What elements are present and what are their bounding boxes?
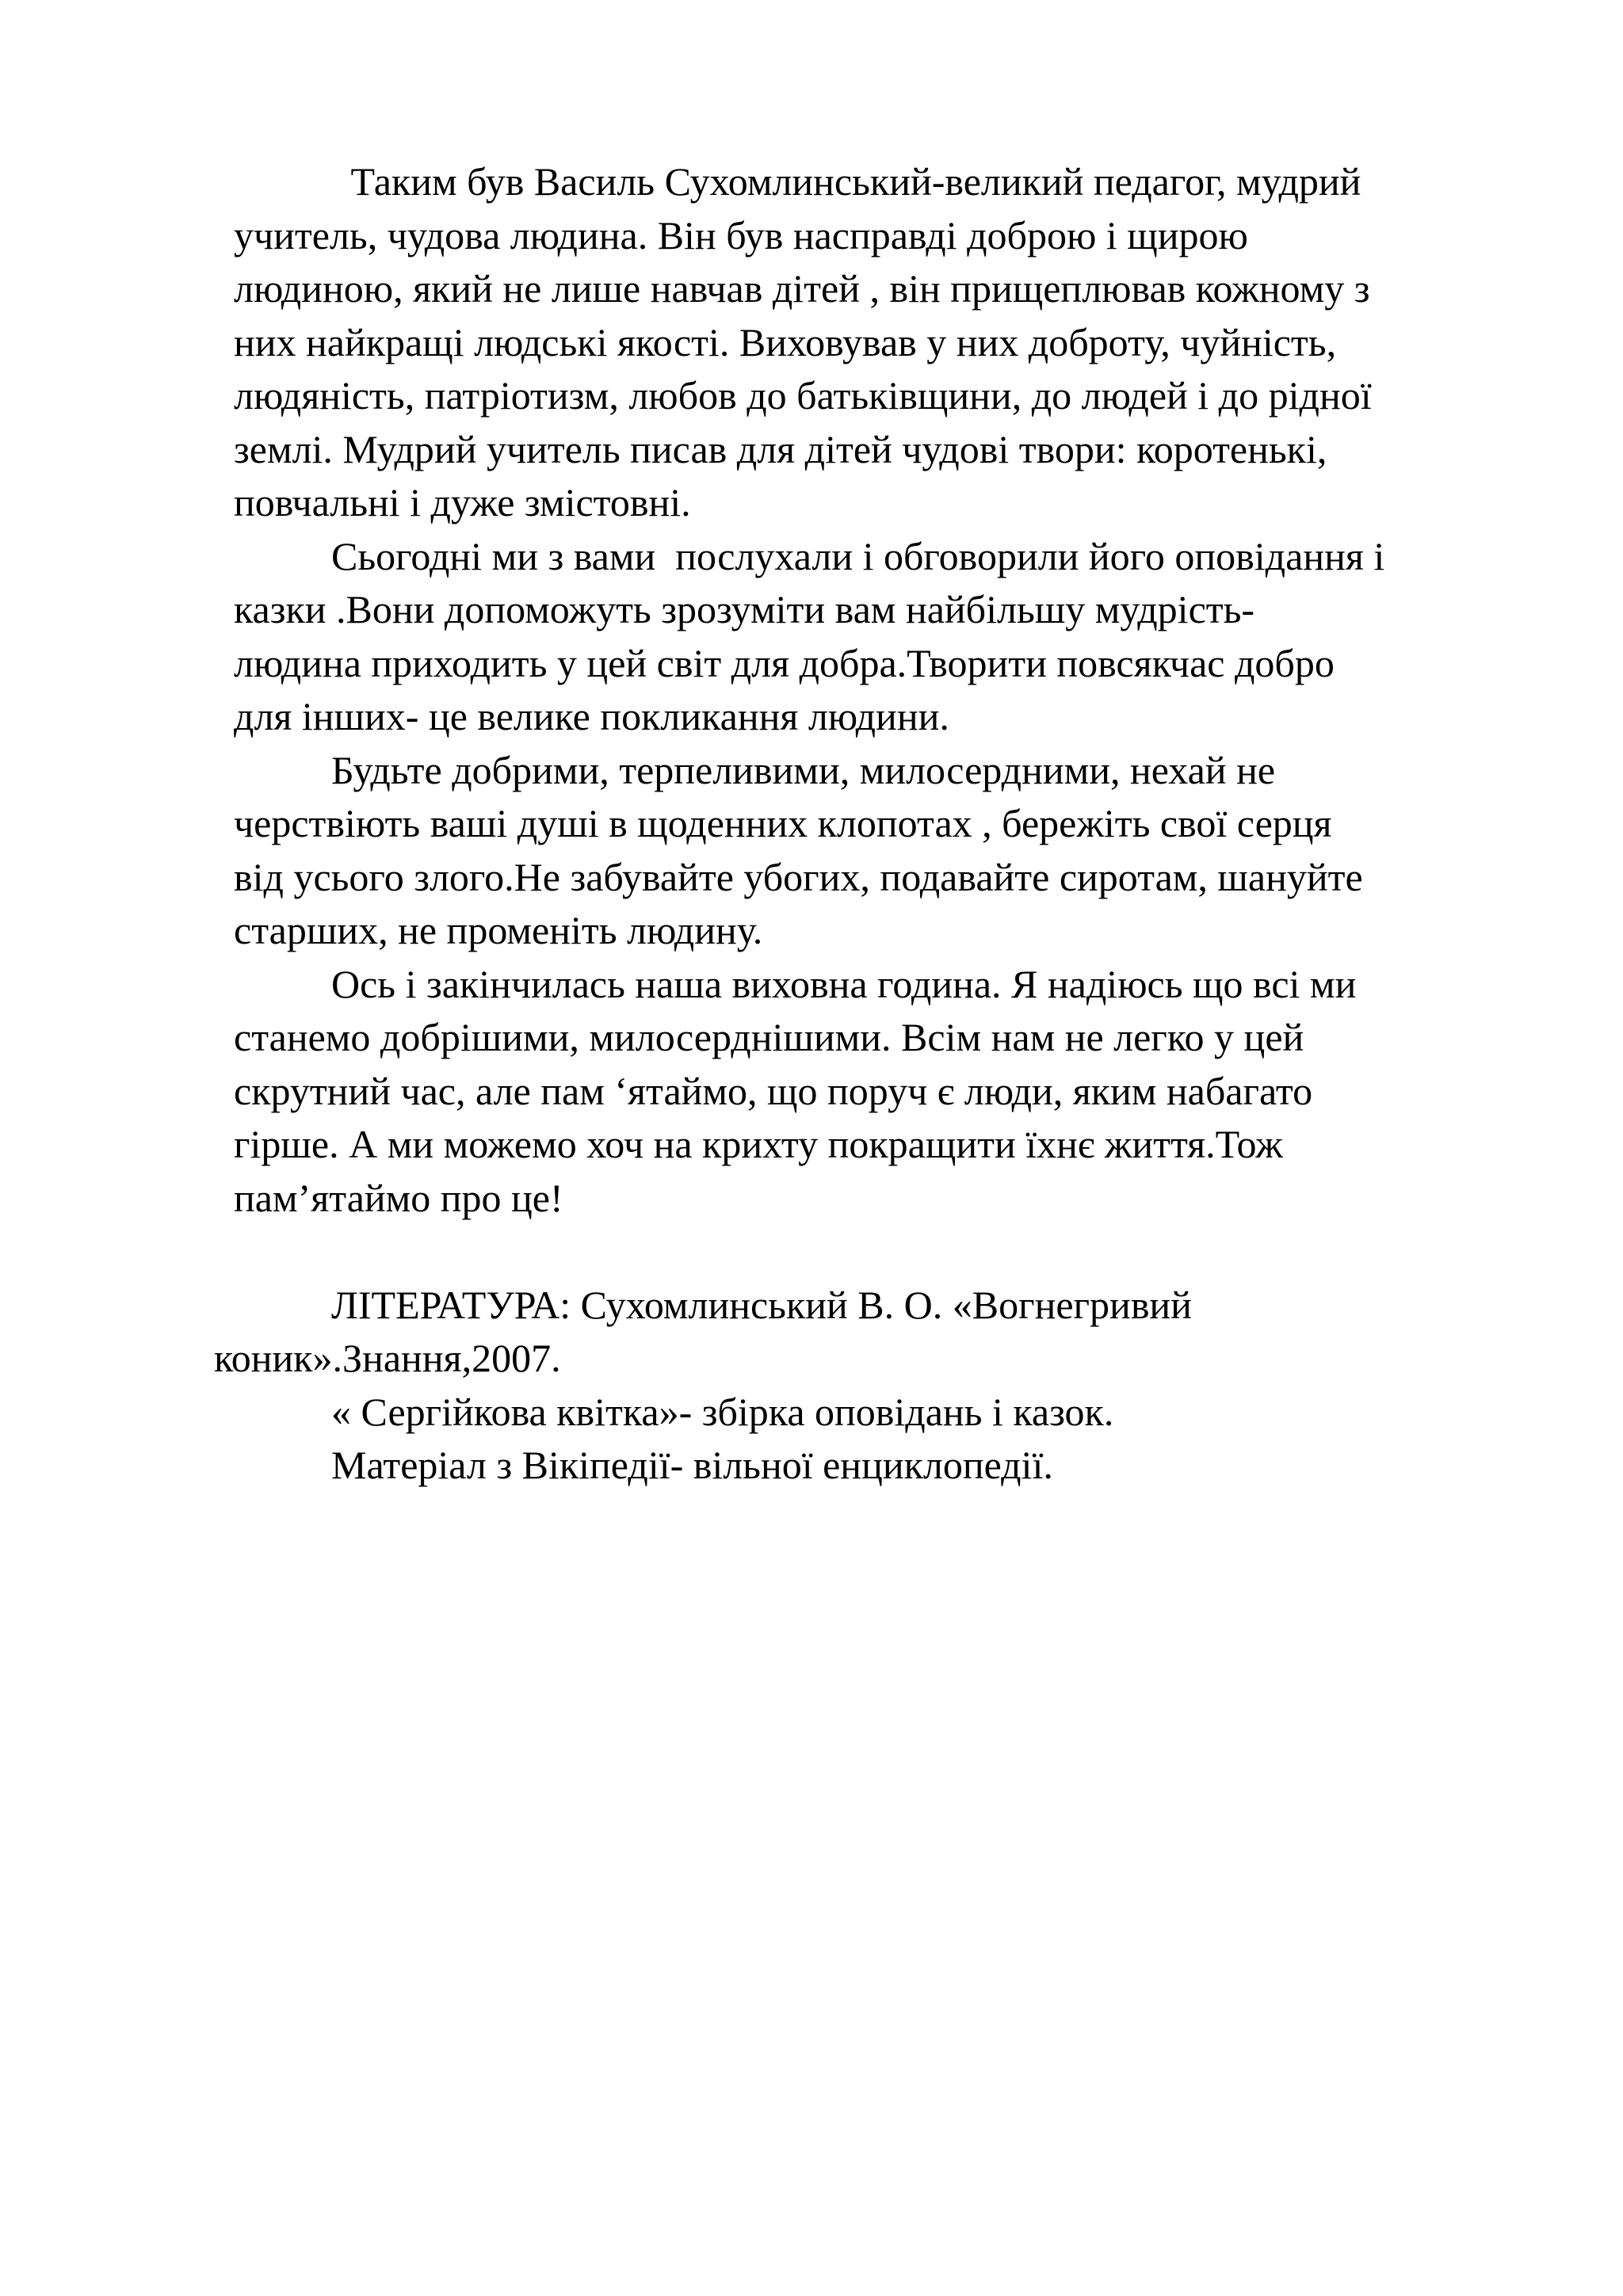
paragraph-3-line-2: черствіють ваші душі в щоденних клопотах , бережіть свої серця [234,801,1332,845]
paragraph-4-line-1: Ось і закінчилась наша виховна година. Я надіюсь що всі ми [331,962,1357,1006]
paragraph-3-line-3: від усього злого.Не забувайте убогих, подавайте сиротам, шануйте [234,855,1363,899]
paragraph-4-line-2: станемо добрішими, милосерднішими. Всім нам не легко у цей [234,1015,1304,1059]
paragraph-2-line-3: людина приходить у цей світ для добра.Творити повсякчас добро [234,641,1335,685]
paragraph-1-line-2: учитель, чудова людина. Він був насправді доброю і щирою [234,213,1248,257]
literature-line-2: коник».Знання,2007. [214,1336,561,1380]
paragraph-3-line-4: старших, не променіть людину. [234,908,763,952]
paragraph-2-line-1: Сьогодні ми з вами послухали і обговорили його оповідання і [331,534,1385,578]
paragraph-1-line-4: них найкращі людські якості. Виховував у них доброту, чуйність, [234,320,1337,364]
paragraph-4-line-3: скрутний час, але пам ‘ятаймо, що поруч є люди, яким набагато [234,1069,1313,1113]
paragraph-1-line-5: людяність, патріотизм, любов до батьківщини, до людей і до рідної [234,373,1372,418]
literature-line-3: « Сергійкова квітка»- збірка оповідань і казок. [331,1390,1114,1434]
paragraph-2-line-2: казки .Вони допоможуть зрозуміти вам найбільшу мудрість- [234,587,1255,631]
paragraph-3-line-1: Будьте добрими, терпеливими, милосердними, нехай не [331,748,1276,792]
paragraph-1-line-7: повчальні і дуже змістовні. [234,480,691,524]
paragraph-2-line-4: для інших- це велике покликання людини. [234,694,949,738]
paragraph-4-line-5: пам’ятаймо про це! [234,1176,563,1220]
paragraph-1-line-3: людиною, який не лише навчав дітей , він прищеплював кожному з [234,266,1370,311]
paragraph-1-line-6: землі. Мудрий учитель писав для дітей чудові твори: коротенькі, [234,427,1327,471]
literature-line-4: Матеріал з Вікіпедії- вільної енциклопедії. [331,1443,1053,1487]
paragraph-4-line-4: гірше. А ми можемо хоч на крихту покращити їхнє життя.Тож [234,1122,1283,1166]
paragraph-1-line-1: Таким був Василь Сухомлинський-великий педагог, мудрий [341,159,1361,204]
literature-line-1: ЛІТЕРАТУРА: Сухомлинський В. О. «Вогнегривий [331,1283,1192,1327]
